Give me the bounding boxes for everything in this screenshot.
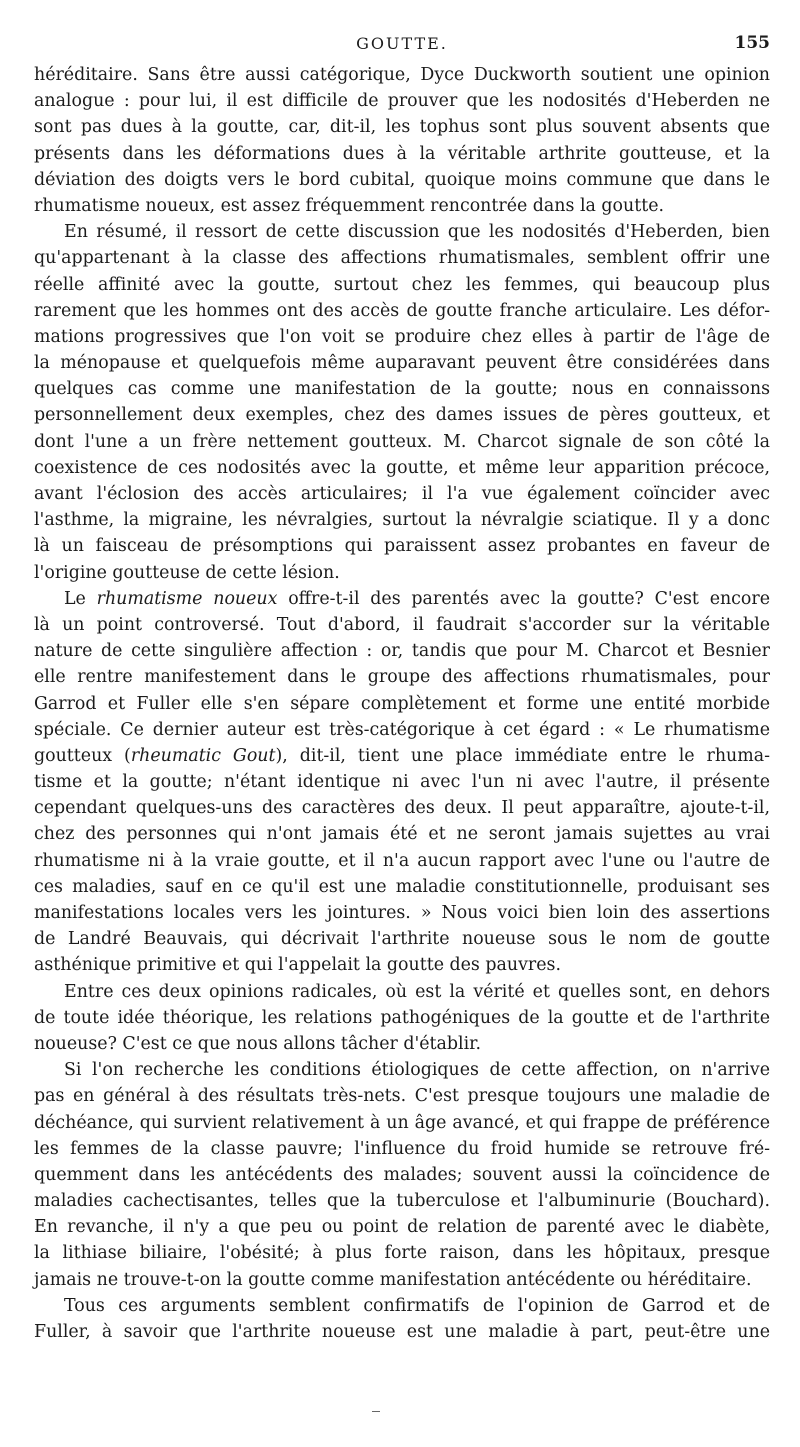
text-line: déchéance, qui survient relativement à un âge avancé, et qui frappe de préférence	[34, 1112, 770, 1133]
text-line: l'origine goutteuse de cette lésion.	[34, 562, 340, 583]
text-line: pas en général à des résultats très-nets. C'est presque toujours une maladie de	[34, 1086, 770, 1107]
text-line: rhumatisme noueux, est assez fréquemment rencontrée dans la goutte.	[34, 195, 665, 216]
text-line: héréditaire. Sans être aussi catégorique, Dyce Duckworth soutient une opinion	[34, 65, 770, 85]
text-line: l'asthme, la migraine, les névralgies, surtout la névralgie sciatique. Il y a donc	[34, 510, 770, 531]
italic-term: rhumatisme noueux	[96, 588, 278, 609]
text-line: déviation des doigts vers le bord cubital, quoique moins commune que dans le	[34, 169, 770, 190]
text-line: dont l'une a un frère nettement goutteux. M. Charcot signale de son côté la	[34, 431, 770, 452]
text-line: coexistence de ces nodosités avec la goutte, et même leur apparition précoce,	[34, 457, 770, 478]
italic-term: rheumatic Gout	[130, 745, 276, 766]
text-line: personnellement deux exemples, chez des dames issues de pères goutteux, et	[34, 405, 770, 426]
text-line	[34, 586, 770, 612]
text-segment: offre-t-il des parentés avec la goutte? C'est encore	[277, 588, 770, 609]
text-line: qu'appartenant à la classe des affections rhumatismales, semblent offrir une	[34, 248, 770, 269]
text-line: elle rentre manifestement dans le groupe des affections rhumatismales, pour	[34, 667, 770, 688]
body-text	[34, 62, 770, 1345]
text-line: mations progressives que l'on voit se produire chez elles à partir de l'âge de	[34, 326, 770, 347]
text-segment: ), dit-il, tient une place immédiate entre le rhuma-	[275, 745, 770, 766]
text-line: En résumé, il ressort de cette discussion que les nodosités d'Heberden, bien	[64, 222, 770, 243]
text-line: rhumatisme ni à la vraie goutte, et il n'a aucun rapport avec l'une ou l'autre de	[34, 850, 770, 871]
book-page	[34, 0, 770, 1447]
text-line: là un faisceau de présomptions qui paraissent assez probantes en faveur de	[34, 536, 770, 557]
text-segment: goutteux (	[34, 745, 131, 766]
text-line: la ménopause et quelquefois même auparavant peuvent être considérées dans	[34, 353, 770, 374]
text-line: tisme et la goutte; n'étant identique ni avec l'un ni avec l'autre, il présente	[34, 772, 770, 793]
text-line: Garrod et Fuller elle s'en sépare complètement et forme une entité morbide	[34, 693, 770, 714]
text-line: nature de cette singulière affection : or, tandis que pour M. Charcot et Besnier	[34, 641, 770, 662]
text-line: rarement que les hommes ont des accès de goutte franche articulaire. Les défor-	[34, 300, 770, 321]
text-line: Entre ces deux opinions radicales, où est la vérité et quelles sont, en dehors	[64, 981, 770, 1002]
text-line: jamais ne trouve-t-on la goutte comme manifestation antécédente ou héréditaire.	[34, 1269, 752, 1290]
text-line: les femmes de la classe pauvre; l'influence du froid humide se retrouve fré-	[34, 1138, 770, 1159]
text-line: cependant quelques-uns des caractères des deux. Il peut apparaître, ajoute-t-il,	[34, 798, 770, 819]
text-line: En revanche, il n'y a que peu ou point de relation de parenté avec le diabète,	[34, 1217, 770, 1238]
text-line: de toute idée théorique, les relations pathogéniques de la goutte et de l'arthrite	[34, 1007, 770, 1028]
text-line: asthénique primitive et qui l'appelait la goutte des pauvres.	[34, 955, 561, 976]
text-line: présents dans les déformations dues à la véritable arthrite goutteuse, et la	[34, 143, 770, 164]
page-number: 155	[734, 33, 770, 53]
text-line: là un point controversé. Tout d'abord, il faudrait s'accorder sur la véritable	[34, 614, 770, 635]
text-line: de Landré Beauvais, qui décrivait l'arthrite noueuse sous le nom de goutte	[34, 929, 770, 950]
text-line: sont pas dues à la goutte, car, dit-il, les tophus sont plus souvent absents que	[34, 117, 770, 138]
text-line: spéciale. Ce dernier auteur est très-catégorique à cet égard : « Le rhumatisme	[34, 719, 770, 740]
text-line	[34, 743, 770, 769]
text-line: réelle affinité avec la goutte, surtout chez les femmes, qui beaucoup plus	[34, 274, 770, 295]
text-segment: Le	[64, 588, 97, 609]
text-line: quemment dans les antécédents des malades; souvent aussi la coïncidence de	[34, 1164, 770, 1185]
text-line: la lithiase biliaire, l'obésité; à plus forte raison, dans les hôpitaux, presque	[34, 1243, 770, 1264]
text-line: Si l'on recherche les conditions étiologiques de cette affection, on n'arrive	[64, 1060, 770, 1081]
footer-dash	[372, 1411, 380, 1412]
text-line: analogue : pour lui, il est difficile de prouver que les nodosités d'Heberden ne	[34, 91, 770, 112]
text-line: manifestations locales vers les jointures. » Nous voici bien loin des assertions	[34, 903, 770, 923]
text-line: maladies cachectisantes, telles que la tuberculose et l'albuminurie (Bouchard).	[34, 1191, 770, 1212]
text-line: avant l'éclosion des accès articulaires; il l'a vue également coïncider avec	[34, 484, 770, 504]
running-title: GOUTTE.	[356, 34, 448, 53]
running-head	[34, 0, 770, 53]
text-line: Tous ces arguments semblent confirmatifs de l'opinion de Garrod et de	[64, 1295, 770, 1316]
text-line: quelques cas comme une manifestation de la goutte; nous en connaissons	[34, 379, 770, 400]
text-line: noueuse? C'est ce que nous allons tâcher d'établir.	[34, 1033, 482, 1054]
text-line: chez des personnes qui n'ont jamais été et ne seront jamais sujettes au vrai	[34, 824, 770, 845]
text-line: Fuller, à savoir que l'arthrite noueuse est une maladie à part, peut-être une	[34, 1322, 770, 1342]
text-line: ces maladies, sauf en ce qu'il est une maladie constitutionnelle, produisant ses	[34, 876, 770, 897]
